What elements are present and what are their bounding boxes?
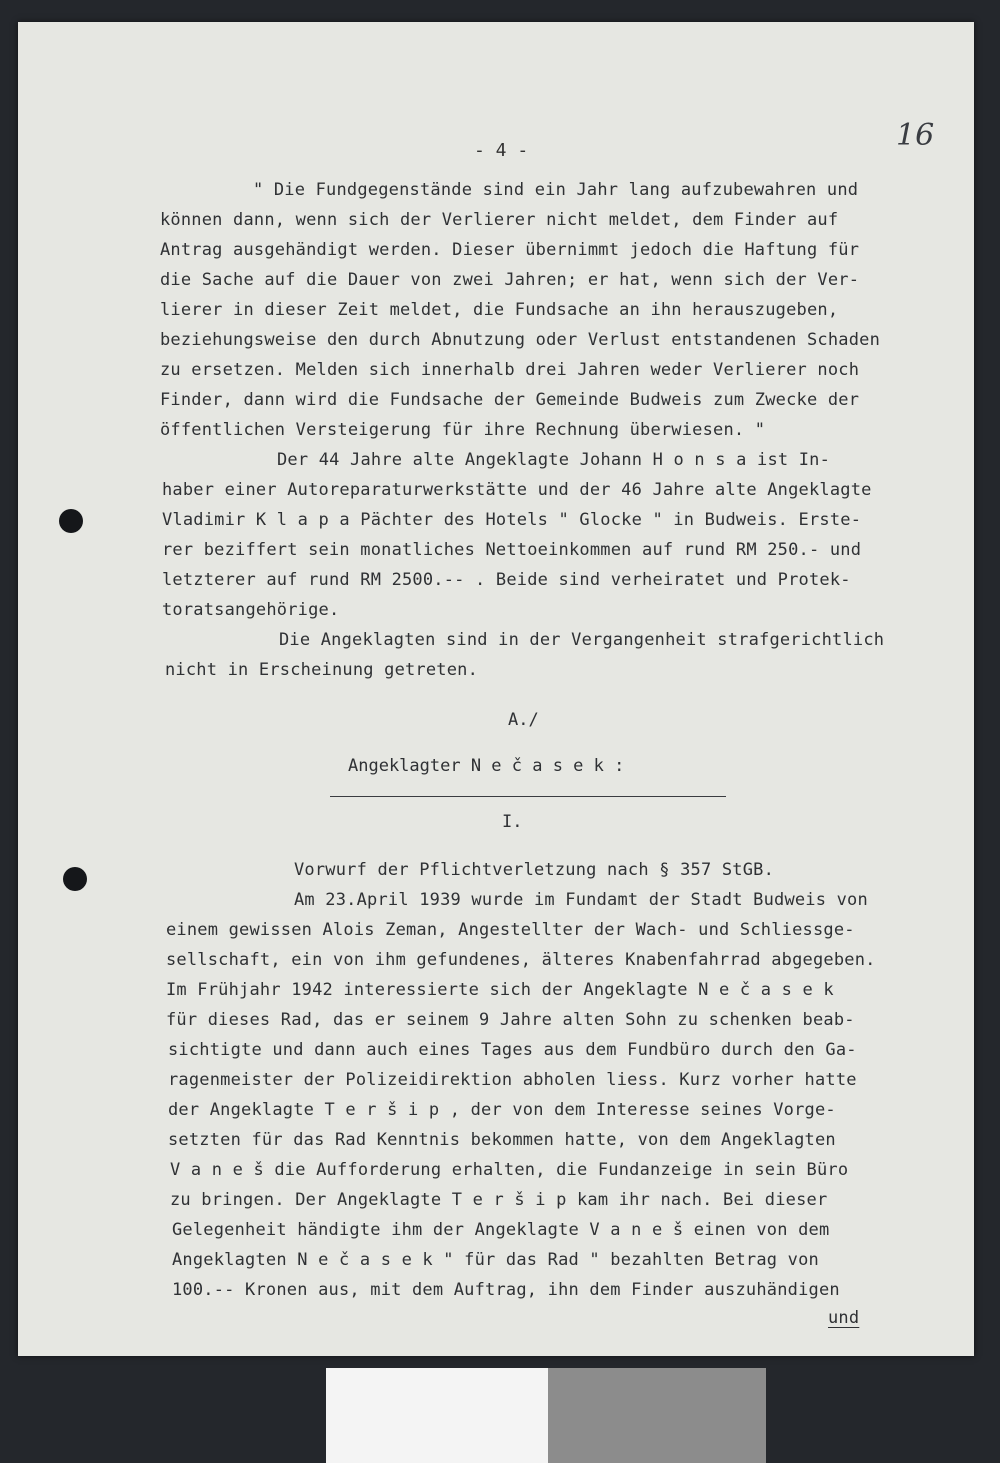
calibration-strip-white	[326, 1368, 548, 1463]
text-line: Der 44 Jahre alte Angeklagte Johann H o n s a ist In-	[277, 450, 831, 470]
text-line: Gelegenheit händigte ihm der Angeklagte V a n e š einen von dem	[172, 1220, 830, 1240]
section-title: Angeklagter N e č a s e k :	[348, 756, 625, 776]
text-line: der Angeklagte T e r š i p , der von dem Interesse seines Vorge-	[168, 1100, 836, 1120]
text-line: ragenmeister der Polizeidirektion abholen liess. Kurz vorher hatte	[168, 1070, 857, 1090]
section-letter: A./	[508, 710, 539, 730]
text-line: Finder, dann wird die Fundsache der Gemeinde Budweis zum Zwecke der	[160, 390, 860, 410]
text-line: können dann, wenn sich der Verlierer nicht meldet, dem Finder auf	[160, 210, 839, 230]
text-line: setzten für das Rad Kenntnis bekommen hatte, von dem Angeklagten	[168, 1130, 836, 1150]
heading-underline	[330, 796, 726, 797]
text-line: öffentlichen Versteigerung für ihre Rechnung überwiesen. "	[160, 420, 766, 440]
text-line: V a n e š die Aufforderung erhalten, die Fundanzeige in sein Büro	[170, 1160, 849, 1180]
document-page	[18, 22, 974, 1356]
text-line: " Die Fundgegenstände sind ein Jahr lang aufzubewahren und	[253, 180, 859, 200]
text-line: zu ersetzen. Melden sich innerhalb drei Jahren weder Verlierer noch	[160, 360, 860, 380]
text-line: sellschaft, ein von ihm gefundenes, älteres Knabenfahrrad abgegeben.	[166, 950, 876, 970]
text-line: Antrag ausgehändigt werden. Dieser übernimmt jedoch die Haftung für	[160, 240, 860, 260]
text-line: beziehungsweise den durch Abnutzung oder Verlust entstandenen Schaden	[160, 330, 881, 350]
text-line: Angeklagten N e č a s e k " für das Rad " bezahlten Betrag von	[172, 1250, 819, 1270]
catchword: und	[828, 1308, 860, 1328]
section-roman-numeral: I.	[502, 812, 523, 832]
text-line: toratsangehörige.	[162, 600, 340, 620]
text-line: letzterer auf rund RM 2500.-- . Beide sind verheiratet und Protek-	[162, 570, 851, 590]
punch-hole-bottom	[63, 867, 87, 891]
text-line: nicht in Erscheinung getreten.	[165, 660, 479, 680]
text-line: die Sache auf die Dauer von zwei Jahren; er hat, wenn sich der Ver-	[160, 270, 860, 290]
text-line: haber einer Autoreparaturwerkstätte und der 46 Jahre alte Angeklagte	[162, 480, 872, 500]
text-line: Vladimir K l a p a Pächter des Hotels " Glocke " in Budweis. Erste-	[162, 510, 862, 530]
text-line: zu bringen. Der Angeklagte T e r š i p kam ihr nach. Bei dieser	[170, 1190, 828, 1210]
text-line: Die Angeklagten sind in der Vergangenheit strafgerichtlich	[279, 630, 885, 650]
text-line: für dieses Rad, das er seinem 9 Jahre alten Sohn zu schenken beab-	[166, 1010, 855, 1030]
text-line: rer beziffert sein monatliches Nettoeinkommen auf rund RM 250.- und	[162, 540, 862, 560]
text-line: lierer in dieser Zeit meldet, die Fundsache an ihn herauszugeben,	[160, 300, 839, 320]
folio-number: 16	[896, 118, 935, 153]
text-line: Vorwurf der Pflichtverletzung nach § 357 StGB.	[294, 860, 775, 880]
punch-hole-top	[59, 509, 83, 533]
text-line: sichtigte und dann auch eines Tages aus dem Fundbüro durch den Ga-	[168, 1040, 857, 1060]
page-number: - 4 -	[474, 140, 529, 161]
text-line: 100.-- Kronen aus, mit dem Auftrag, ihn dem Finder auszuhändigen	[172, 1280, 840, 1300]
text-line: Am 23.April 1939 wurde im Fundamt der Stadt Budweis von	[294, 890, 868, 910]
calibration-strip-gray	[548, 1368, 766, 1463]
text-line: Im Frühjahr 1942 interessierte sich der Angeklagte N e č a s e k	[166, 980, 834, 1000]
text-line: einem gewissen Alois Zeman, Angestellter der Wach- und Schliessge-	[166, 920, 855, 940]
